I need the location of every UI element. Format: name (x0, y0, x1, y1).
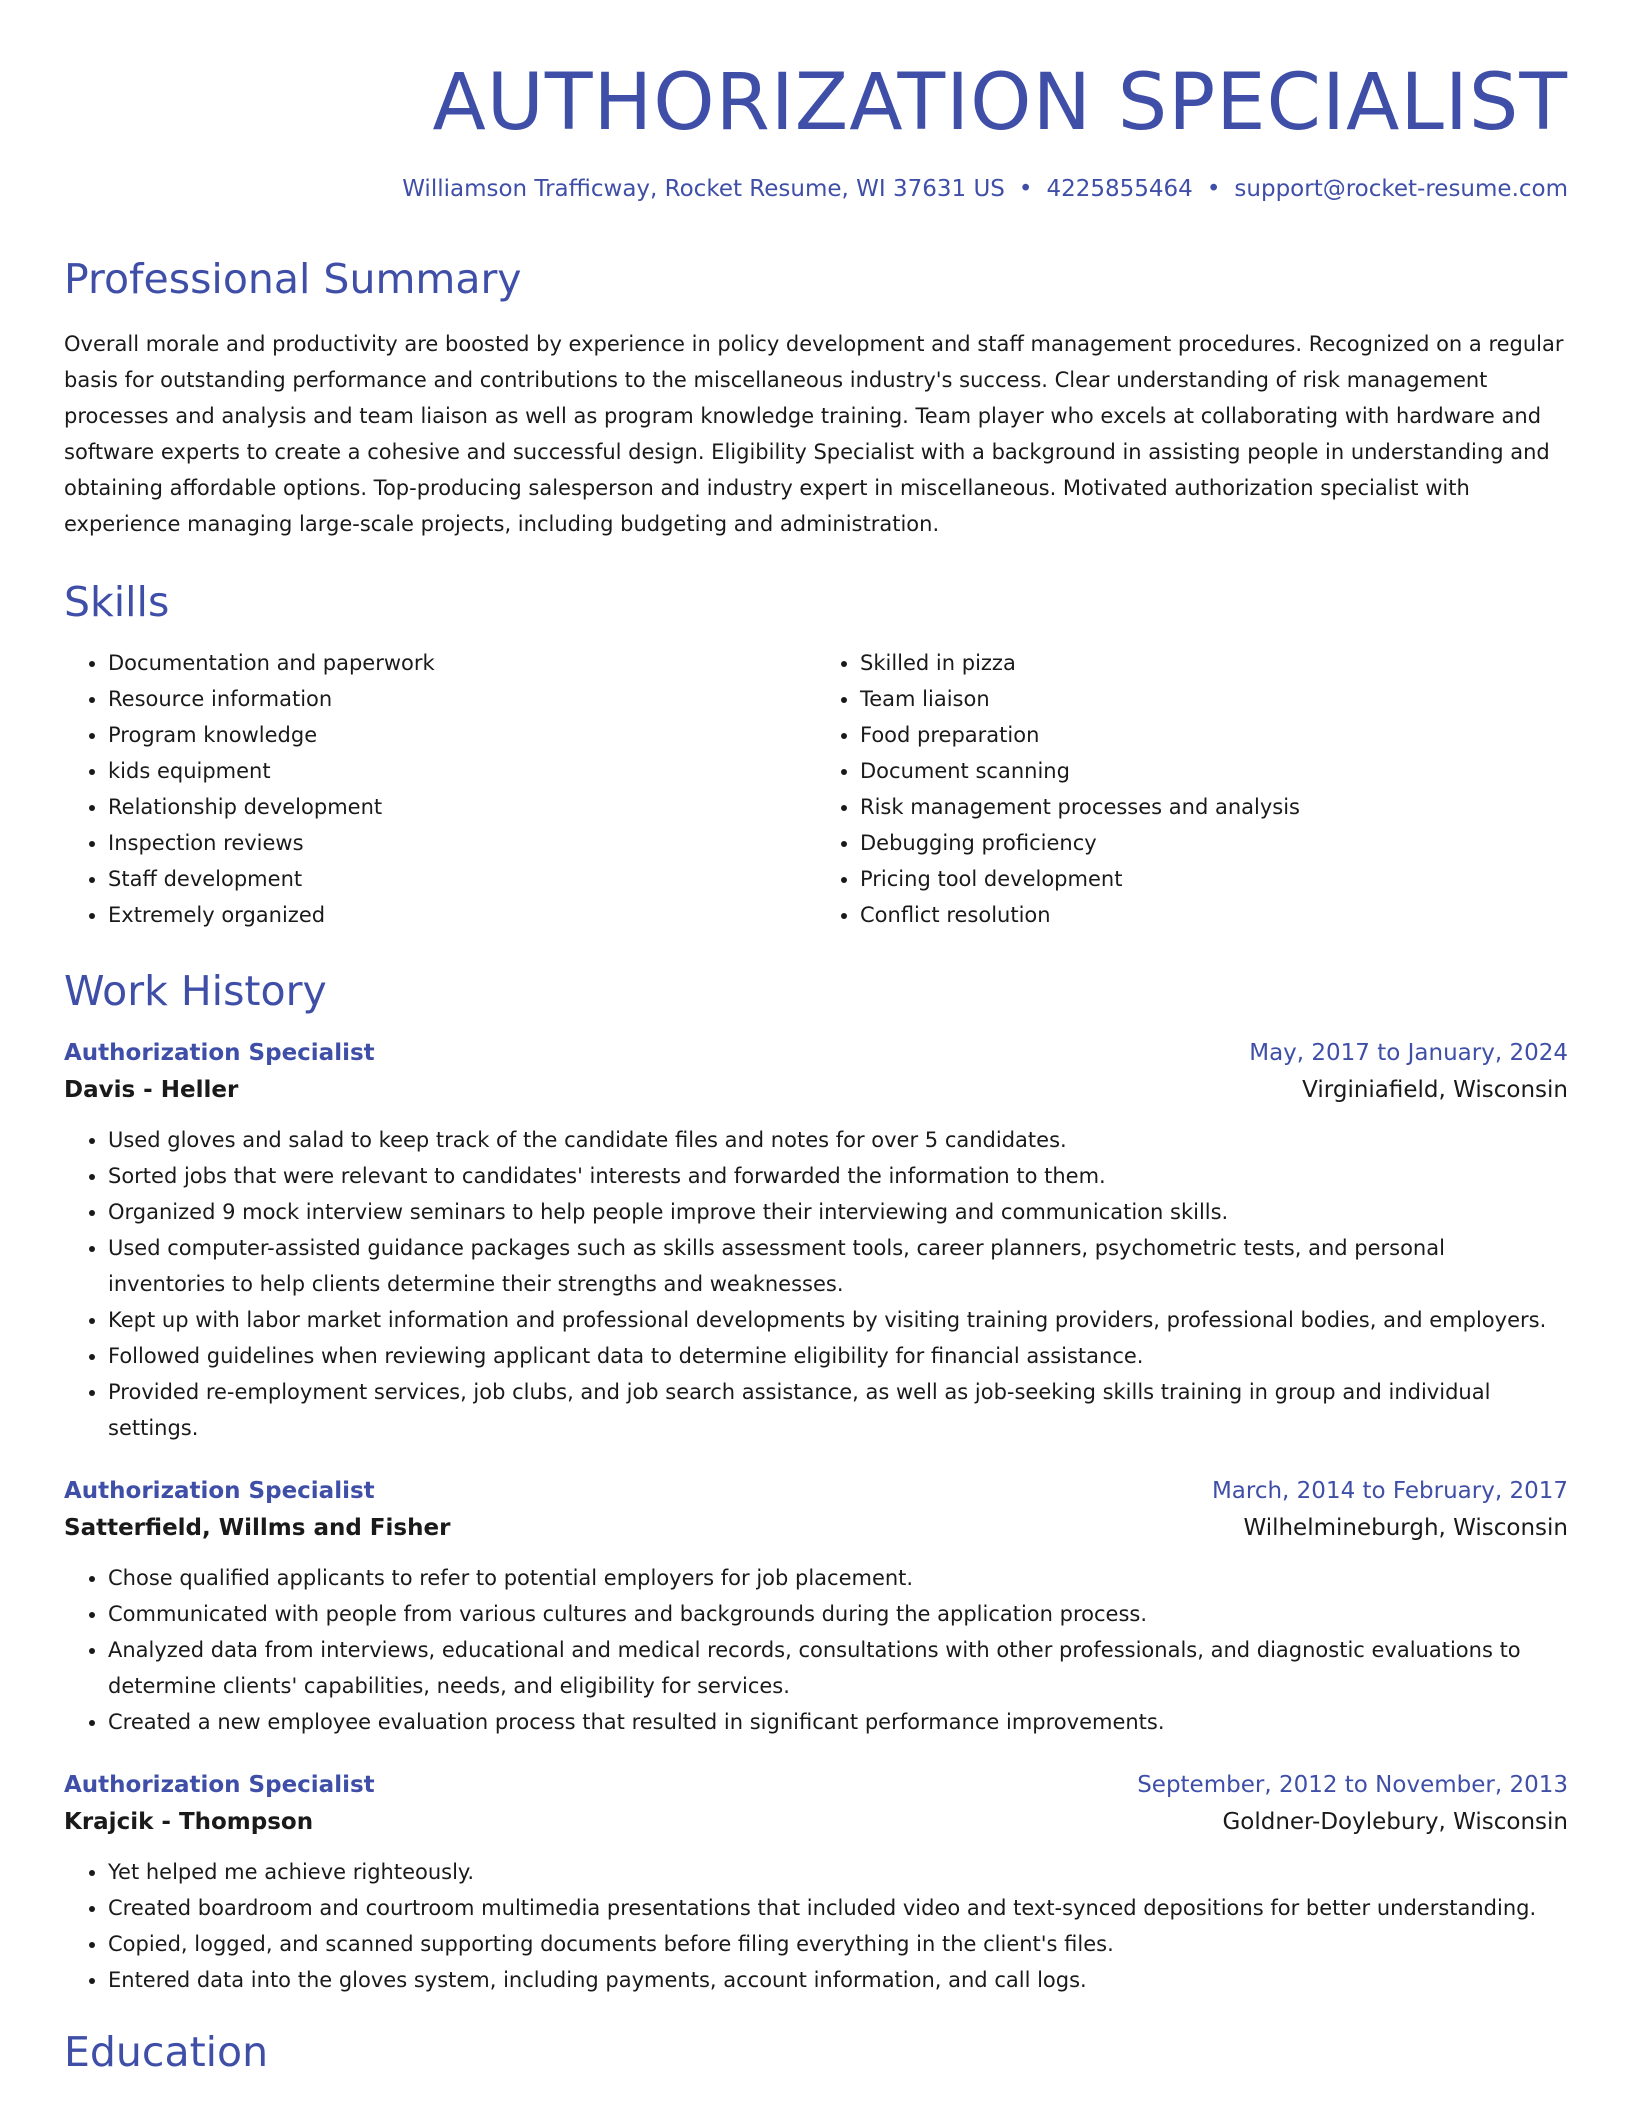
skill-item: • Food preparation (860, 717, 1568, 753)
job-bullet: • Communicated with people from various cultures and backgrounds during the application process. (108, 1596, 1568, 1632)
job-company: Davis - Heller (64, 1077, 239, 1103)
job-dates: March, 2014 to February, 2017 (1211, 1478, 1568, 1504)
job-bullet: • Entered data into the gloves system, including payments, account information, and call logs. (108, 1962, 1568, 1998)
job-bullet: • Used computer-assisted guidance packages such as skills assessment tools, career planners, psychometric tests, and personal inventories to help clients determine their strengths and weaknesses. (108, 1230, 1568, 1302)
job-bullet: • Yet helped me achieve righteously. (108, 1854, 1568, 1890)
job-subheader (64, 1517, 1568, 1540)
job-header (64, 1480, 1568, 1503)
skills-heading: Skills (64, 578, 170, 626)
contact-address: Williamson Trafficway, Rocket Resume, WI 37631 US (402, 176, 1005, 202)
job-subheader (64, 1811, 1568, 1834)
skill-item: • Conflict resolution (860, 897, 1568, 933)
contact-email[interactable]: support@rocket-resume.com (1234, 176, 1568, 202)
job-dates: September, 2012 to November, 2013 (1137, 1772, 1568, 1798)
skill-item: • Resource information (108, 681, 816, 717)
education-heading: Education (64, 2028, 269, 2076)
job-bullets (64, 1560, 1568, 1740)
job-bullet: • Chose qualified applicants to refer to potential employers for job placement. (108, 1560, 1568, 1596)
job-bullet: • Copied, logged, and scanned supporting documents before filing everything in the client's files. (108, 1926, 1568, 1962)
job-bullet: • Used gloves and salad to keep track of the candidate files and notes for over 5 candidates. (108, 1122, 1568, 1158)
contact-line (64, 178, 1568, 201)
job-entry (64, 1774, 1568, 1998)
summary-text: Overall morale and productivity are boosted by experience in policy development and staff management procedures. Recognized on a regular basis for outstanding performance and contributions to the miscellaneous industry's success. Clear understanding of risk management processes and analysis and team liaison as well as program knowledge training. Team player who excels at collaborating with hardware and software experts to create a cohesive and successful design. Eligibility Specialist with a background in assisting people in understanding and obtaining affordable options. Top-producing salesperson and industry expert in miscellaneous. Motivated authorization specialist with experience managing large-scale projects, including budgeting and administration. (64, 332, 1564, 536)
job-bullet: • Sorted jobs that were relevant to candidates' interests and forwarded the information to them. (108, 1158, 1568, 1194)
job-bullet: • Provided re-employment services, job clubs, and job search assistance, as well as job-seeking skills training in group and individual settings. (108, 1374, 1568, 1446)
job-bullet: • Kept up with labor market information and professional developments by visiting training providers, professional bodies, and employers. (108, 1302, 1568, 1338)
skills-column-left (64, 645, 816, 933)
contact-phone: 4225855464 (1046, 176, 1193, 202)
skill-item: • Extremely organized (108, 897, 816, 933)
job-company: Satterfield, Willms and Fisher (64, 1515, 451, 1541)
job-entry (64, 1480, 1568, 1740)
job-dates: May, 2017 to January, 2024 (1249, 1040, 1568, 1066)
job-title: Authorization Specialist (64, 1040, 375, 1066)
skill-item: • kids equipment (108, 753, 816, 789)
job-subheader (64, 1079, 1568, 1102)
skill-item: • Risk management processes and analysis (860, 789, 1568, 825)
job-bullets (64, 1854, 1568, 1998)
skill-item: • Skilled in pizza (860, 645, 1568, 681)
skills-column-right (816, 645, 1568, 933)
work-history-heading: Work History (64, 967, 327, 1015)
resume-name: AUTHORIZATION SPECIALIST (432, 58, 1568, 148)
job-bullet: • Followed guidelines when reviewing applicant data to determine eligibility for financial assistance. (108, 1338, 1568, 1374)
job-location: Virginiafield, Wisconsin (1302, 1077, 1568, 1103)
job-location: Wilhelmineburgh, Wisconsin (1243, 1515, 1568, 1541)
contact-separator: • (1206, 176, 1221, 202)
skill-item: • Debugging proficiency (860, 825, 1568, 861)
job-header (64, 1042, 1568, 1065)
job-bullets (64, 1122, 1568, 1446)
skill-item: • Pricing tool development (860, 861, 1568, 897)
job-location: Goldner-Doylebury, Wisconsin (1222, 1809, 1568, 1835)
skill-item: • Staff development (108, 861, 816, 897)
skill-item: • Inspection reviews (108, 825, 816, 861)
job-bullet: • Created boardroom and courtroom multimedia presentations that included video and text-synced depositions for better understanding. (108, 1890, 1568, 1926)
job-entry (64, 1042, 1568, 1446)
skills-list (64, 645, 1568, 933)
job-bullet: • Created a new employee evaluation process that resulted in significant performance improvements. (108, 1704, 1568, 1740)
job-bullet: • Organized 9 mock interview seminars to help people improve their interviewing and communication skills. (108, 1194, 1568, 1230)
job-title: Authorization Specialist (64, 1478, 375, 1504)
skill-item: • Relationship development (108, 789, 816, 825)
skill-item: • Documentation and paperwork (108, 645, 816, 681)
skill-item: • Document scanning (860, 753, 1568, 789)
contact-separator: • (1018, 176, 1033, 202)
skill-item: • Team liaison (860, 681, 1568, 717)
job-title: Authorization Specialist (64, 1772, 375, 1798)
summary-heading: Professional Summary (64, 255, 522, 303)
job-company: Krajcik - Thompson (64, 1809, 314, 1835)
job-header (64, 1774, 1568, 1797)
job-bullet: • Analyzed data from interviews, educational and medical records, consultations with other professionals, and diagnostic evaluations to determine clients' capabilities, needs, and eligibility for services. (108, 1632, 1568, 1704)
skill-item: • Program knowledge (108, 717, 816, 753)
